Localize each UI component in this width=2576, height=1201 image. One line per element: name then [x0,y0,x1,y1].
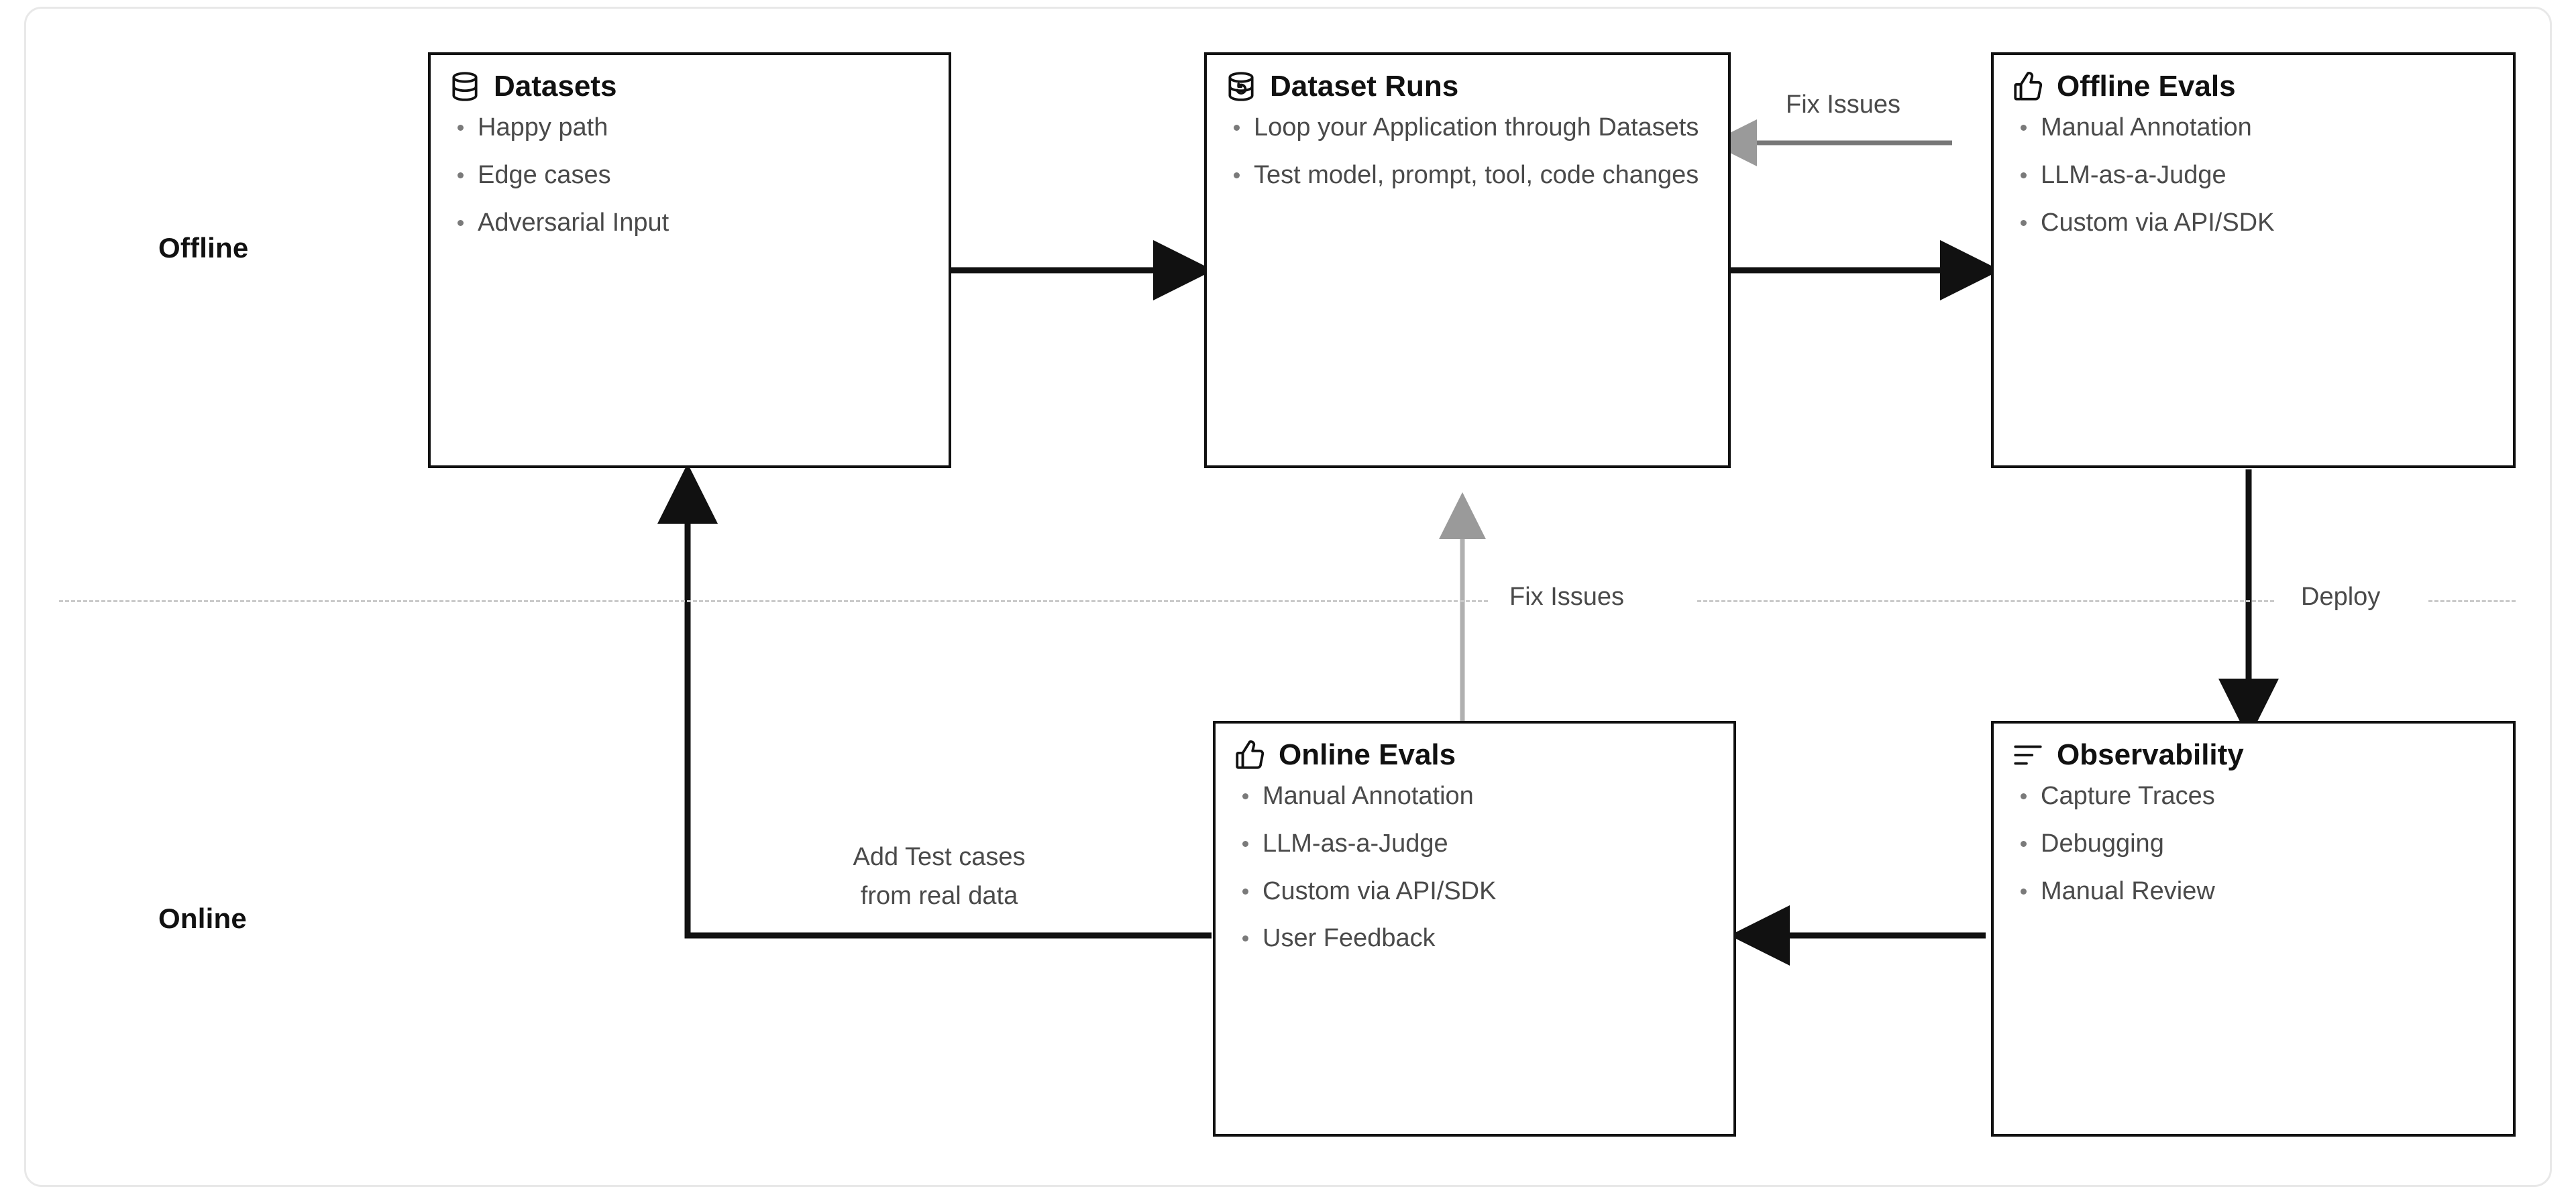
node-observability-header [1994,724,2513,772]
list-item: LLM-as-a-Judge [1238,829,1716,859]
node-online-evals-header [1216,724,1733,772]
list-item: Manual Review [2017,876,2496,907]
edge-label-fix-issues-top: Fix Issues [1779,91,1907,119]
list-item: User Feedback [1238,923,1716,954]
node-datasets-bullets [431,113,949,237]
edge-label-add-test-cases-line1: Add Test cases [812,842,1067,873]
node-offline-evals-header [1994,55,2513,103]
thumbs-up-icon [2011,70,2045,103]
node-online-evals[interactable] [1213,721,1736,1137]
list-item: Manual Annotation [2017,113,2496,143]
list-icon [2011,738,2045,772]
list-item: Debugging [2017,829,2496,859]
offline-online-divider-far-right [2428,600,2516,602]
node-dataset-runs-bullets [1207,113,1728,190]
database-refresh-icon [1224,70,1258,103]
node-dataset-runs-header [1207,55,1728,103]
list-item: Custom via API/SDK [1238,876,1716,907]
offline-online-divider-left [59,600,1488,602]
edge-label-fix-issues-middle: Fix Issues [1503,583,1631,612]
node-dataset-runs[interactable] [1204,52,1731,468]
node-datasets-header [431,55,949,103]
node-observability-bullets [1994,781,2513,906]
offline-online-divider-right [1697,600,2274,602]
list-item: Custom via API/SDK [2017,208,2496,238]
list-item: Loop your Application through Datasets [1230,113,1711,143]
section-label-online: Online [158,903,247,934]
list-item: Adversarial Input [453,208,931,238]
node-datasets[interactable] [428,52,951,468]
node-offline-evals-title: Offline Evals [2057,70,2236,103]
node-online-evals-title: Online Evals [1279,738,1456,771]
list-item: Happy path [453,113,931,143]
node-observability[interactable] [1991,721,2516,1137]
node-dataset-runs-title: Dataset Runs [1270,70,1459,103]
list-item: Manual Annotation [1238,781,1716,811]
edge-label-add-test-cases-line2: from real data [812,881,1067,912]
node-online-evals-bullets [1216,781,1733,954]
thumbs-up-icon [1233,738,1267,772]
section-label-offline: Offline [158,232,249,264]
list-item: LLM-as-a-Judge [2017,160,2496,190]
node-offline-evals[interactable] [1991,52,2516,468]
node-offline-evals-bullets [1994,113,2513,237]
node-observability-title: Observability [2057,738,2244,771]
list-item: Edge cases [453,160,931,190]
list-item: Test model, prompt, tool, code changes [1230,160,1711,190]
database-icon [448,70,482,103]
list-item: Capture Traces [2017,781,2496,811]
node-datasets-title: Datasets [494,70,617,103]
edge-label-deploy: Deploy [2294,583,2387,612]
